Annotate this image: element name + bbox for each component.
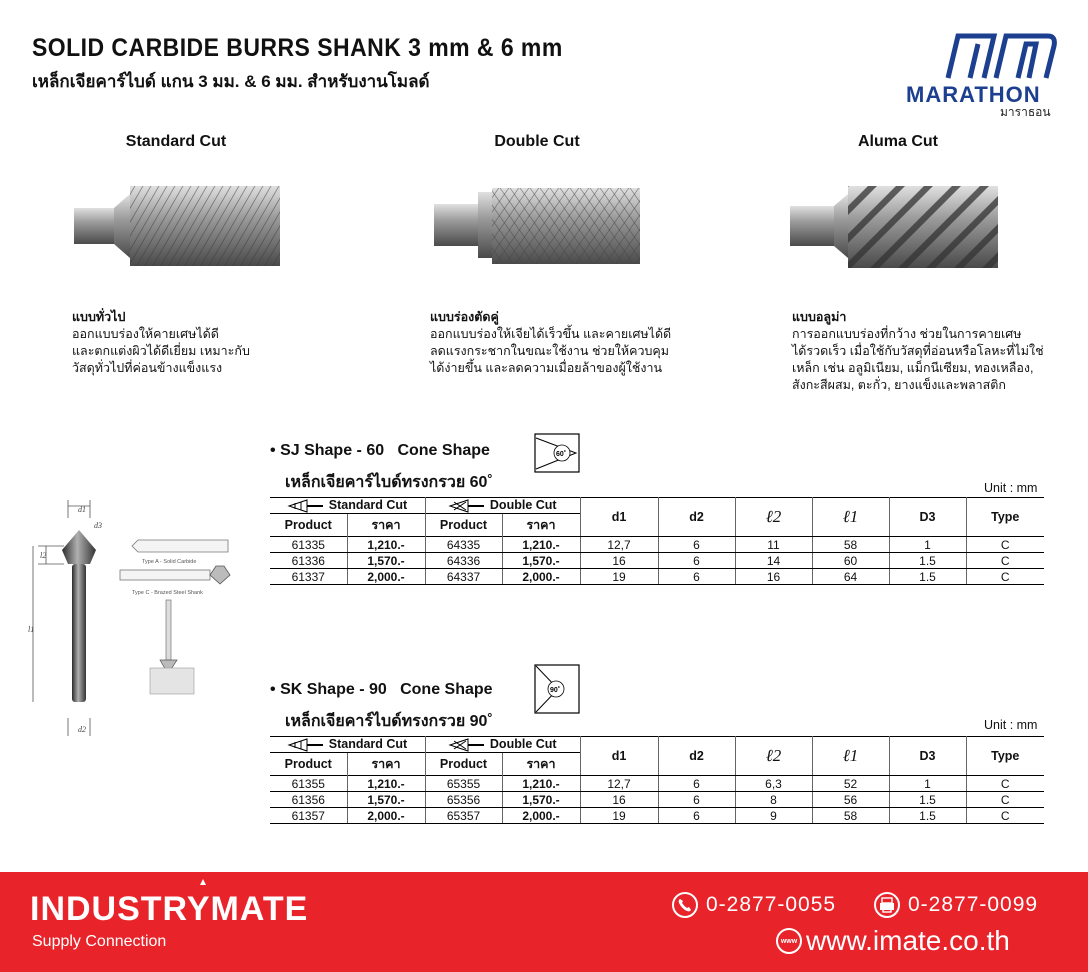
table-row bbox=[270, 569, 1044, 585]
section-title: SK Shape - 90 Cone Shape bbox=[280, 681, 493, 698]
cell: C bbox=[966, 792, 1044, 808]
cell: 1.5 bbox=[889, 569, 966, 585]
cell: 1.5 bbox=[889, 553, 966, 569]
double-cut-icon bbox=[448, 499, 486, 513]
marathon-logo bbox=[936, 30, 1061, 82]
page-title: SOLID CARBIDE BURRS SHANK 3 mm & 6 mm bbox=[32, 34, 563, 62]
cell: 65355 bbox=[425, 776, 502, 792]
label-d2: d2 bbox=[78, 725, 86, 734]
table-row bbox=[270, 776, 1044, 792]
cell: 58 bbox=[812, 537, 889, 553]
cell: 19 bbox=[580, 808, 658, 824]
cell: 1,210.- bbox=[347, 776, 425, 792]
phone-number[interactable]: 0-2877-0055 bbox=[706, 893, 837, 916]
footer-brand: INDUSTRYMATE bbox=[30, 890, 309, 928]
cone-angle-60-icon bbox=[534, 433, 580, 473]
cell: C bbox=[966, 569, 1044, 585]
cell: 6 bbox=[658, 776, 735, 792]
cell: 1,210.- bbox=[347, 537, 425, 553]
standard-cut-description bbox=[72, 309, 250, 377]
cell: 1,210.- bbox=[502, 776, 580, 792]
header-d1: d1 bbox=[580, 737, 658, 776]
cell: 56 bbox=[812, 792, 889, 808]
header-product: Product bbox=[270, 514, 347, 537]
double-cut-label: Double Cut bbox=[489, 498, 557, 513]
cell: 1 bbox=[889, 776, 966, 792]
cell: 12,7 bbox=[580, 776, 658, 792]
cone-burr-diagram bbox=[28, 492, 243, 742]
desc-heading: แบบอลูม่า bbox=[792, 310, 847, 324]
table-row bbox=[270, 792, 1044, 808]
desc-line: ลดแรงกระชากในขณะใช้งาน ช่วยให้ควบคุม bbox=[430, 344, 670, 358]
section-thai: เหล็กเจียคาร์ไบด์ทรงกรวย 90 bbox=[285, 713, 488, 730]
cell: 65357 bbox=[425, 808, 502, 824]
section-thai-sj bbox=[285, 470, 493, 495]
section-thai-sk bbox=[285, 709, 493, 734]
logo-thai: มาราธอน bbox=[1000, 105, 1051, 119]
header-double-cut bbox=[425, 498, 580, 514]
header-d3: D3 bbox=[889, 498, 966, 537]
header-product: Product bbox=[425, 514, 502, 537]
desc-heading: แบบร่องตัดคู่ bbox=[430, 310, 499, 324]
degree-sign: ˚ bbox=[487, 474, 493, 491]
standard-cut-icon bbox=[287, 499, 325, 513]
header-l2: ℓ2 bbox=[735, 498, 812, 537]
cell: 6 bbox=[658, 569, 735, 585]
desc-line: ได้รวดเร็ว เมื่อใช้กับวัสดุที่อ่อนหรือโลหะที่ไม่ใช่ bbox=[792, 344, 1044, 358]
desc-line: ออกแบบร่องให้คายเศษได้ดี bbox=[72, 327, 219, 341]
cell: 1,570.- bbox=[502, 792, 580, 808]
website-link[interactable]: www.imate.co.th bbox=[806, 925, 1010, 956]
table-row bbox=[270, 808, 1044, 824]
header-type: Type bbox=[966, 737, 1044, 776]
page-subtitle: เหล็กเจียคาร์ไบด์ แกน 3 มม. & 6 มม. สำหรับงานโมลด์ bbox=[32, 72, 430, 91]
cell: 6 bbox=[658, 553, 735, 569]
desc-line: และตกแต่งผิวได้ดีเยี่ยม เหมาะกับ bbox=[72, 344, 250, 358]
header-l2: ℓ2 bbox=[735, 737, 812, 776]
header-l1: ℓ1 bbox=[812, 737, 889, 776]
web-icon: www bbox=[776, 928, 802, 954]
cell: 14 bbox=[735, 553, 812, 569]
desc-line: วัสดุทั่วไปที่ค่อนข้างแข็งแรง bbox=[72, 361, 223, 375]
header-d2: d2 bbox=[658, 498, 735, 537]
cone-angle-90-icon bbox=[534, 664, 580, 714]
cell: 6 bbox=[658, 537, 735, 553]
table-row bbox=[270, 537, 1044, 553]
cut-title-standard: Standard Cut bbox=[125, 133, 227, 150]
cell: 2,000.- bbox=[347, 808, 425, 824]
cell: 61357 bbox=[270, 808, 347, 824]
header-price: ราคา bbox=[502, 753, 580, 776]
type-c-label: Type C - Brazed Steel Shank bbox=[132, 590, 203, 596]
double-cut-label: Double Cut bbox=[489, 737, 557, 752]
cell: 64335 bbox=[425, 537, 502, 553]
cell: 52 bbox=[812, 776, 889, 792]
cut-title-double: Double Cut bbox=[494, 133, 580, 150]
cell: 1 bbox=[889, 537, 966, 553]
cell: 11 bbox=[735, 537, 812, 553]
logo-text: MARATHON bbox=[906, 82, 1041, 107]
standard-cut-label: Standard Cut bbox=[328, 498, 408, 513]
table-row bbox=[270, 553, 1044, 569]
cell: 8 bbox=[735, 792, 812, 808]
degree-sign: ˚ bbox=[487, 713, 493, 730]
unit-label: Unit : mm bbox=[984, 481, 1038, 495]
cell: 64 bbox=[812, 569, 889, 585]
header-standard-cut bbox=[270, 737, 425, 753]
section-title-sk bbox=[270, 681, 493, 699]
bullet: • bbox=[270, 681, 276, 698]
cell: 1,570.- bbox=[347, 792, 425, 808]
cell: 65356 bbox=[425, 792, 502, 808]
cell: 6 bbox=[658, 808, 735, 824]
cell: 60 bbox=[812, 553, 889, 569]
header-price: ราคา bbox=[502, 514, 580, 537]
cell: 2,000.- bbox=[502, 569, 580, 585]
header-standard-cut bbox=[270, 498, 425, 514]
phone-icon bbox=[672, 892, 698, 918]
cell: 19 bbox=[580, 569, 658, 585]
header-d1: d1 bbox=[580, 498, 658, 537]
label-l1: l1 bbox=[28, 625, 35, 634]
cell: 61355 bbox=[270, 776, 347, 792]
section-title-sj bbox=[270, 442, 490, 460]
cell: 12,7 bbox=[580, 537, 658, 553]
cell: C bbox=[966, 776, 1044, 792]
double-cut-icon bbox=[448, 738, 486, 752]
cut-title-aluma: Aluma Cut bbox=[858, 133, 938, 150]
cell: 1,210.- bbox=[502, 537, 580, 553]
label-d3: d3 bbox=[94, 521, 102, 530]
cell: 9 bbox=[735, 808, 812, 824]
cell: C bbox=[966, 537, 1044, 553]
fax-number[interactable]: 0-2877-0099 bbox=[908, 893, 1039, 916]
header-price: ราคา bbox=[347, 514, 425, 537]
cell: 1.5 bbox=[889, 808, 966, 824]
standard-cut-icon bbox=[287, 738, 325, 752]
angle-badge-text: 60˚ bbox=[556, 451, 567, 458]
cell: 64337 bbox=[425, 569, 502, 585]
header-product: Product bbox=[425, 753, 502, 776]
label-l2: l2 bbox=[40, 551, 47, 560]
header-d2: d2 bbox=[658, 737, 735, 776]
bullet: • bbox=[270, 442, 276, 459]
cell: 58 bbox=[812, 808, 889, 824]
aluma-cut-burr-image bbox=[790, 180, 1005, 272]
cell: 16 bbox=[580, 792, 658, 808]
header-l1: ℓ1 bbox=[812, 498, 889, 537]
standard-cut-burr-image bbox=[74, 180, 286, 272]
cell: 61335 bbox=[270, 537, 347, 553]
cell: 1.5 bbox=[889, 792, 966, 808]
aluma-cut-description bbox=[792, 309, 1044, 394]
fax-icon bbox=[874, 892, 900, 918]
desc-line: ได้ง่ายขึ้น และลดความเมื่อยล้าของผู้ใช้งาน bbox=[430, 361, 663, 375]
cell: 16 bbox=[580, 553, 658, 569]
label-d1: d1 bbox=[78, 505, 86, 514]
cell: 61337 bbox=[270, 569, 347, 585]
double-cut-burr-image bbox=[434, 180, 644, 272]
cell: 2,000.- bbox=[502, 808, 580, 824]
cell: 61356 bbox=[270, 792, 347, 808]
cell: 64336 bbox=[425, 553, 502, 569]
standard-cut-label: Standard Cut bbox=[328, 737, 408, 752]
footer-tagline: Supply Connection bbox=[32, 933, 167, 950]
header-product: Product bbox=[270, 753, 347, 776]
unit-label: Unit : mm bbox=[984, 718, 1038, 732]
double-cut-description bbox=[430, 309, 671, 377]
desc-line: ออกแบบร่องให้เจียได้เร็วขึ้น และคายเศษได้ดี bbox=[430, 327, 672, 341]
cell: 6 bbox=[658, 792, 735, 808]
cell: C bbox=[966, 808, 1044, 824]
angle-badge-text: 90˚ bbox=[550, 687, 561, 694]
desc-heading: แบบทั่วไป bbox=[72, 310, 126, 324]
brand-accent-icon bbox=[192, 877, 214, 893]
cell: 6,3 bbox=[735, 776, 812, 792]
spec-table-sk bbox=[270, 736, 1044, 824]
cell: 16 bbox=[735, 569, 812, 585]
desc-line: สังกะสีผสม, ตะกั่ว, ยางแข็งและพลาสติก bbox=[792, 378, 1006, 392]
type-a-label: Type A - Solid Carbide bbox=[142, 559, 197, 565]
desc-line: เหล็ก เช่น อลูมิเนียม, แม็กนีเซียม, ทองเหลือง, bbox=[792, 361, 1034, 375]
cell: 61336 bbox=[270, 553, 347, 569]
cell: 2,000.- bbox=[347, 569, 425, 585]
header-double-cut bbox=[425, 737, 580, 753]
desc-line: การออกแบบร่องที่กว้าง ช่วยในการคายเศษ bbox=[792, 327, 1022, 341]
section-title: SJ Shape - 60 Cone Shape bbox=[280, 442, 490, 459]
cell: C bbox=[966, 553, 1044, 569]
header-price: ราคา bbox=[347, 753, 425, 776]
spec-table-sj bbox=[270, 497, 1044, 585]
cell: 1,570.- bbox=[502, 553, 580, 569]
header-d3: D3 bbox=[889, 737, 966, 776]
cell: 1,570.- bbox=[347, 553, 425, 569]
header-type: Type bbox=[966, 498, 1044, 537]
section-thai: เหล็กเจียคาร์ไบด์ทรงกรวย 60 bbox=[285, 474, 488, 491]
